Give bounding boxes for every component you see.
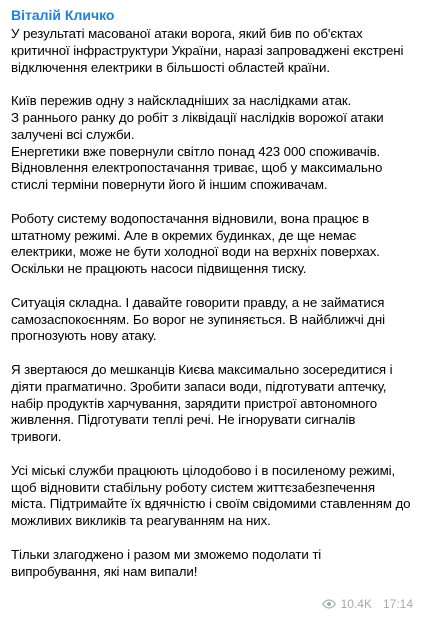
post-paragraph [11,463,414,530]
text-line: штатному режимі. Але в окремих будинках, де ще немає [11,227,357,243]
text-line: Енергетики вже повернули світло понад 423 000 споживачів. [11,143,381,159]
post-text [11,26,414,580]
view-count: 10.4K [340,597,372,611]
text-line: Я звертаюся до мешканців Києва максимально зосередитися і [11,361,393,377]
text-line: У результаті масованої атаки ворога, який бив по об'єктах [11,26,363,41]
text-line: живлення. Підготувати теплі речі. Не ігнорувати сигналів [11,412,356,428]
text-line: Усі міські служби працюють цілодобово і в посиленому режимі, [11,462,396,478]
text-line: випробування, які нам випали! [11,563,198,579]
text-line: стислі терміни повернути його й іншим споживачам. [11,177,328,193]
post-meta [322,597,413,611]
text-line: Ситуація складна. І давайте говорити правду, а не займатися [11,294,385,310]
text-line: Тільки злагоджено і разом ми зможемо подолати ті [11,546,322,562]
text-line: щоб відновити стабільну роботу систем життєзабезпечення [11,479,375,495]
text-line: тривоги. [11,429,62,445]
post-paragraph [11,362,414,446]
post-paragraph [11,211,414,278]
text-line: електрики, може не бути холодної води на верхніх поверхах. [11,244,380,260]
text-line: критичної інфраструктури України, наразі запроваджені екстрені [11,42,404,58]
text-line: набір продуктів харчування, зарядити пристрої автономного [11,395,378,411]
eye-icon [322,599,336,609]
text-line: можливих викликів та реагуванням на них. [11,513,271,529]
text-line: самозаспокоєнням. Бо ворог не зупиняється. В найближчі дні [11,311,385,327]
post-paragraph [11,93,414,194]
text-line: Оскільки не працюють насоси підвищення тиску. [11,261,307,277]
text-line: Відновлення електропостачання триває, щоб у максимально [11,160,383,176]
post-time: 17:14 [382,597,413,611]
text-line: відключення електрики в більшості областей країни. [11,59,330,75]
text-line: прогнозують нову атаку. [11,328,157,344]
text-line: Київ пережив одну з найскладніших за наслідками атак. [11,93,352,109]
text-line: діяти прагматично. Зробити запаси води, підготувати аптечку, [11,378,387,394]
post-paragraph [11,295,414,345]
text-line: залучені всі служби. [11,126,135,142]
author-name[interactable]: Віталій Кличко [11,7,115,23]
text-line: З раннього ранку до робіт з ліквідації наслідків ворожої атаки [11,109,384,125]
post-paragraph [11,26,414,76]
text-line: Роботу систему водопостачання відновили, вона працює в [11,210,370,226]
post-paragraph [11,547,414,581]
text-line: міста. Підтримайте їх вдячністю і своїм свідомими ставленням до [11,496,411,512]
